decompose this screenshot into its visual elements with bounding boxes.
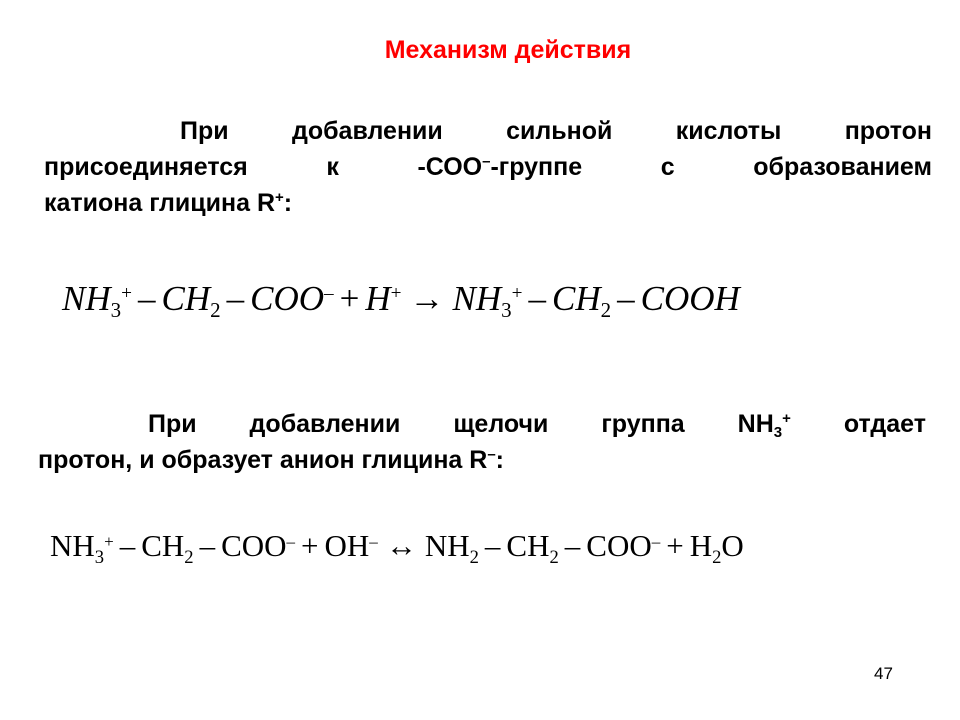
eq1-nh3-product-sub: 3	[501, 298, 512, 323]
eq2-coo-sup: –	[286, 531, 296, 551]
eq1-cooh: COOH	[640, 279, 740, 318]
eq2-oh-sup: –	[369, 531, 378, 551]
eq2-minus-4: –	[564, 528, 581, 563]
eq1-minus-2: –	[226, 279, 245, 318]
eq2-minus-2: –	[199, 528, 216, 563]
eq2-plus-1: +	[301, 528, 319, 563]
eq1-coo-sup: –	[324, 283, 334, 305]
eq2-minus-1: –	[119, 528, 136, 563]
equation-acid	[62, 279, 740, 323]
eq1-h: H	[365, 279, 391, 318]
eq2-o: O	[721, 528, 744, 563]
acid-line-2a: присоединяется к -СОО	[44, 153, 483, 181]
eq2-coo: COO	[221, 528, 287, 563]
eq1-minus-3: –	[528, 279, 547, 318]
eq2-arrow: ↔	[385, 528, 417, 563]
eq2-nh3: NH	[50, 528, 95, 563]
page-number: 47	[874, 664, 893, 683]
eq2-ch2-product: CH	[506, 528, 550, 563]
acid-line-3b: :	[283, 189, 293, 217]
eq2-plus-2: +	[666, 528, 684, 563]
eq2-minus-3: –	[484, 528, 501, 563]
alkali-line-1b: отдает	[790, 410, 926, 438]
slide-title: Механизм действия	[384, 36, 632, 64]
eq2-nh2-sub: 2	[469, 546, 479, 568]
eq1-nh3-sup: +	[121, 283, 132, 305]
eq2-h2o-sub: 2	[712, 546, 722, 568]
eq2-oh: OH	[324, 528, 370, 563]
eq2-ch2-sub: 2	[184, 546, 194, 568]
alkali-line-2-sup: –	[487, 446, 496, 463]
acid-line-1: При добавлении сильной кислоты протон	[180, 117, 932, 145]
eq1-ch2-product-sub: 2	[600, 298, 612, 323]
eq1-minus-4: –	[617, 279, 635, 318]
eq2-coo-product-sup: –	[651, 531, 661, 551]
eq1-nh3-product-sup: +	[511, 283, 523, 305]
eq1-coo: COO	[250, 279, 325, 318]
eq1-h-sup: +	[390, 283, 402, 305]
paragraph-alkali	[38, 406, 926, 478]
eq1-nh3: NH	[62, 279, 111, 318]
eq1-arrow: →	[409, 279, 445, 318]
acid-line-3	[44, 185, 932, 221]
acid-line-3-sup: +	[275, 189, 284, 206]
eq1-ch2-sub: 2	[210, 298, 221, 323]
equation-alkali	[50, 528, 744, 568]
eq1-ch2-product: CH	[552, 279, 601, 318]
alkali-line-1a: При добавлении щелочи группа NH	[148, 410, 774, 438]
alkali-line-1-sup: +	[782, 410, 791, 427]
eq2-h: H	[689, 528, 713, 563]
eq2-nh2: NH	[424, 528, 470, 563]
eq2-coo-product: COO	[586, 528, 652, 563]
alkali-line-1-sub: 3	[773, 424, 783, 441]
eq1-nh3-sub: 3	[110, 298, 122, 323]
eq2-ch2-product-sub: 2	[549, 546, 559, 568]
eq1-minus-1: –	[137, 279, 156, 318]
eq1-nh3-product: NH	[452, 279, 502, 318]
eq2-ch2: CH	[141, 528, 185, 563]
acid-line-3a: катиона глицина R	[44, 189, 276, 217]
eq1-ch2: CH	[161, 279, 211, 318]
alkali-line-2	[38, 442, 926, 478]
eq2-nh3-sup: +	[104, 531, 114, 551]
acid-line-2-sup: –	[482, 153, 491, 170]
paragraph-acid	[44, 113, 932, 221]
acid-line-2b: -группе с образованием	[490, 153, 933, 181]
eq2-nh3-sub: 3	[94, 546, 105, 568]
eq1-plus: +	[339, 279, 360, 318]
alkali-line-2a: протон, и образует анион глицина R	[38, 446, 488, 474]
alkali-line-2b: :	[495, 446, 504, 474]
